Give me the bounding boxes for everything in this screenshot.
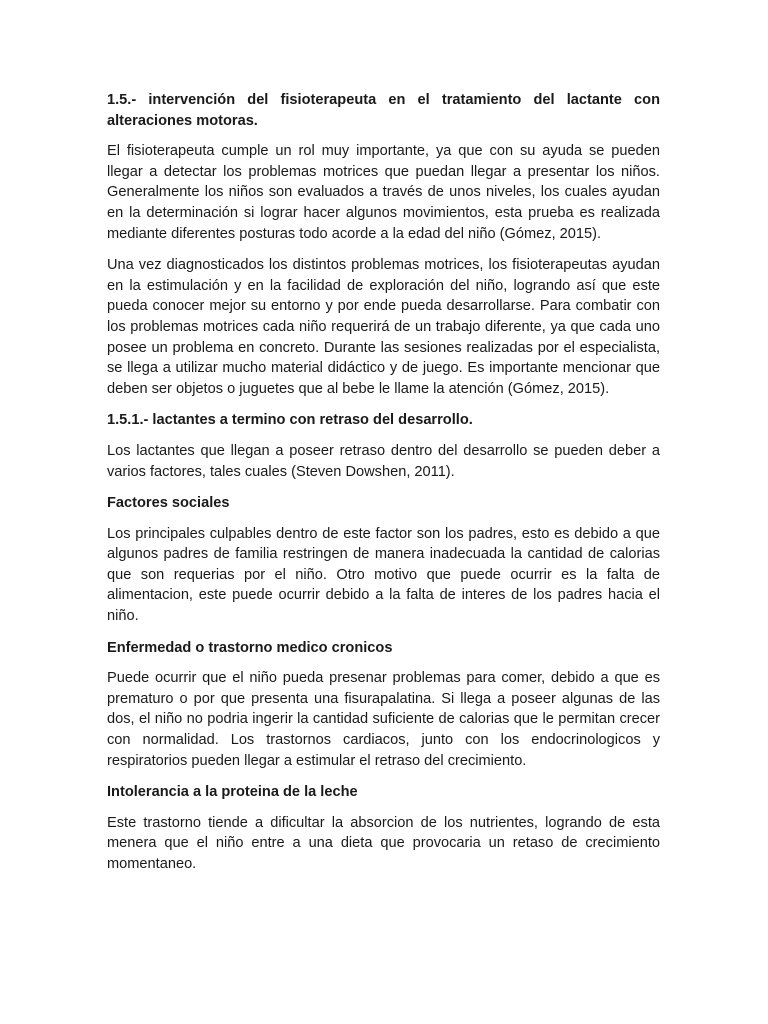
heading-social-factors: Factores sociales: [107, 495, 230, 512]
heading-chronic-disease: Enfermedad o trastorno medico cronicos: [107, 639, 393, 656]
paragraph-physio-role: El fisioterapeuta cumple un rol muy importante, ya que con su ayuda se pueden llegar a detectar los problemas motrices que puedan llegar a presentar los niños. Generalmente los niños son evaluados a través de unos niveles, los cuales ayudan en la determinación si lograr hacer algunos movimientos, esta prueba es realizada mediante diferentes posturas todo acorde a la edad del niño (Gómez, 2015).: [107, 143, 660, 242]
document-page: [107, 90, 660, 886]
paragraph-chronic-disease: Puede ocurrir que el niño pueda presenar problemas para comer, debido a que es prematuro o por que presenta una fisurapalatina. Si llega a poseer algunas de las dos, el niño no podria ingerir la cantidad suficiente de calorias que le permitan crecer con normalidad. Los trastornos cardiacos, junto con los endocrinologicos y respiratorios pueden llegar a estimular el retraso del crecimiento.: [107, 670, 660, 769]
paragraph-diagnosis: Una vez diagnosticados los distintos problemas motrices, los fisioterapeutas ayudan en la estimulación y en la facilidad de exploración del niño, logrando así que este pueda conocer mejor su entorno y por ende pueda desarrollarse. Para combatir con los problemas motrices cada niño requerirá de un trabajo diferente, ya que cada uno posee un problema en concreto. Durante las sesiones realizadas por el especialista, se llega a utilizar mucho material didáctico y de juego. Es importante mencionar que deben ser objetos o juguetes que al bebe le llame la atención (Gómez, 2015).: [107, 257, 660, 397]
subsection-heading: 1.5.1.- lactantes a termino con retraso del desarrollo.: [107, 412, 473, 429]
paragraph-social-factors: Los principales culpables dentro de este factor son los padres, esto es debido a que algunos padres de familia restringen de manera inadecuada la cantidad de calorias que son requerias por el niño. Otro motivo que puede ocurrir es la falta de alimentacion, este puede ocurrir debido a la falta de interes de los padres hacia el niño.: [107, 525, 660, 625]
paragraph-factors-intro: Los lactantes que llegan a poseer retraso dentro del desarrollo se pueden deber a varios factores, tales cuales (Steven Dowshen, 2011).: [107, 442, 660, 480]
paragraph-milk-intolerance: Este trastorno tiende a dificultar la absorcion de los nutrientes, logrando de esta menera que el niño entre a una dieta que provocaria un retaso de crecimiento momentaneo.: [107, 814, 660, 872]
section-heading: 1.5.- intervención del fisioterapeuta en el tratamiento del lactante con alteraciones motoras.: [107, 92, 660, 129]
heading-milk-intolerance: Intolerancia a la proteina de la leche: [107, 784, 358, 801]
